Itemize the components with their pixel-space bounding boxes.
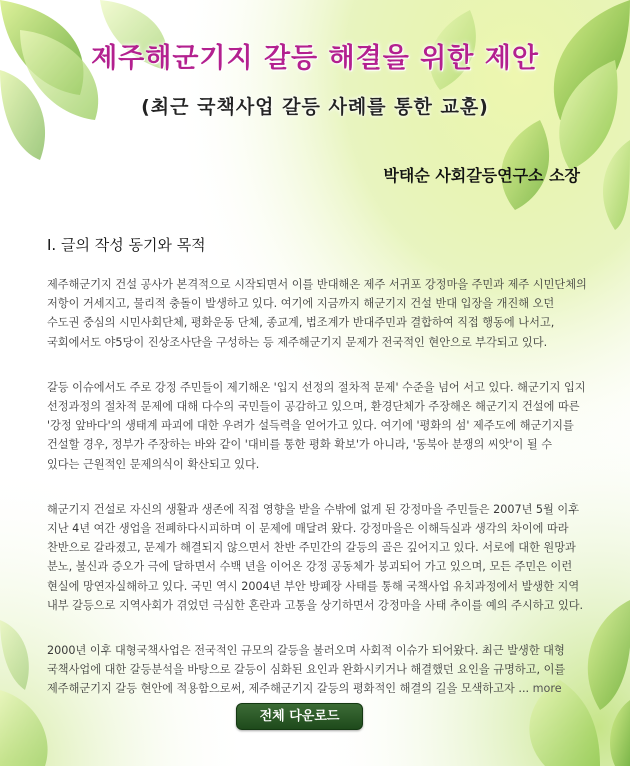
paragraph-text: 2000년 이후 대형국책사업은 전국적인 규모의 갈등을 불러오며 사회적 이슈가 되어왔다. 최근 발생한 대형 국책사업에 대한 갈등분석을 바탕으로 갈등이 심화된 요인과 완화시키거나 해결했던 요인을 규명하고, 이를 제주해군기지 갈등 현안에 적용함으로써, 제주해군기지 갈등의 평화적인 해결의 길을 모색하고자 ... [47, 644, 566, 696]
paragraph: 제주해군기지 건설 공사가 본격적으로 시작되면서 이를 반대해온 제주 서귀포 강정마을 주민과 제주 시민단체의 저항이 거세지고, 물리적 충돌이 발생하고 있다. 여기에 지금까지 해군기지 건설 반대 입장을 개진해 오던 수도권 중심의 시민사회단체, 평화운동 단체, 종교계, 법조계가 반대주민과 결합하여 직접 행동에 나서고, 국회에서도 야5당이 진상조사단을 구성하는 등 제주해군기지 문제가 전국적인 현안으로 부각되고 있다. [47, 278, 587, 349]
section-heading: I. 글의 작성 동기와 목적 [47, 236, 206, 254]
article-body [47, 275, 587, 725]
author-line: 박태순 사회갈등연구소 소장 [383, 166, 580, 185]
page-subtitle: (최근 국책사업 갈등 사례를 통한 교훈) [141, 96, 489, 118]
page-title: 제주해군기지 갈등 해결을 위한 제안 [91, 43, 539, 74]
download-all-button[interactable]: 전체 다운로드 [236, 703, 363, 730]
paragraph [47, 641, 587, 699]
more-link[interactable]: more [532, 682, 562, 696]
paragraph: 갈등 이슈에서도 주로 강정 주민들이 제기해온 '입지 선정의 절차적 문제' 수준을 넘어 서고 있다. 해군기지 입지 선정과정의 절차적 문제에 대해 다수의 국민들이 공감하고 있으며, 환경단체가 주장해온 해군기지 건설에 따른 '강정 앞바다'의 생태계 파괴에 대한 우려가 설득력을 얻어가고 있다. 여기에 '평화의 섬' 제주도에 해군기지를 건설할 경우, 정부가 주장하는 바와 같이 '대비를 통한 평화 확보'가 아니라, '동북아 분쟁의 씨앗'이 될 수 있다는 근원적인 문제의식이 확산되고 있다. [47, 380, 586, 471]
paragraph: 해군기지 건설로 자신의 생활과 생존에 직접 영향을 받을 수밖에 없게 된 강정마을 주민들은 2007년 5월 이후 지난 4년 여간 생업을 전폐하다시피하며 이 문제에 매달려 왔다. 강정마을은 이해득실과 생각의 차이에 따라 찬반으로 갈라졌고, 문제가 해결되지 않으면서 찬반 주민간의 갈등의 골은 깊어지고 있다. 서로에 대한 원망과 분노, 불신과 증오가 극에 달하면서 수백 년을 이어온 강정 공동체가 붕괴되어 가고 있으며, 모든 주민은 이런 현실에 망연자실해하고 있다. 국민 역시 2004년 부안 방폐장 사태를 통해 국책사업 유치과정에서 발생한 지역 내부 갈등으로 지역사회가 겪었던 극심한 혼란과 고통을 상기하면서 강정마을 사태 추이를 예의 주시하고 있다. [47, 502, 584, 612]
